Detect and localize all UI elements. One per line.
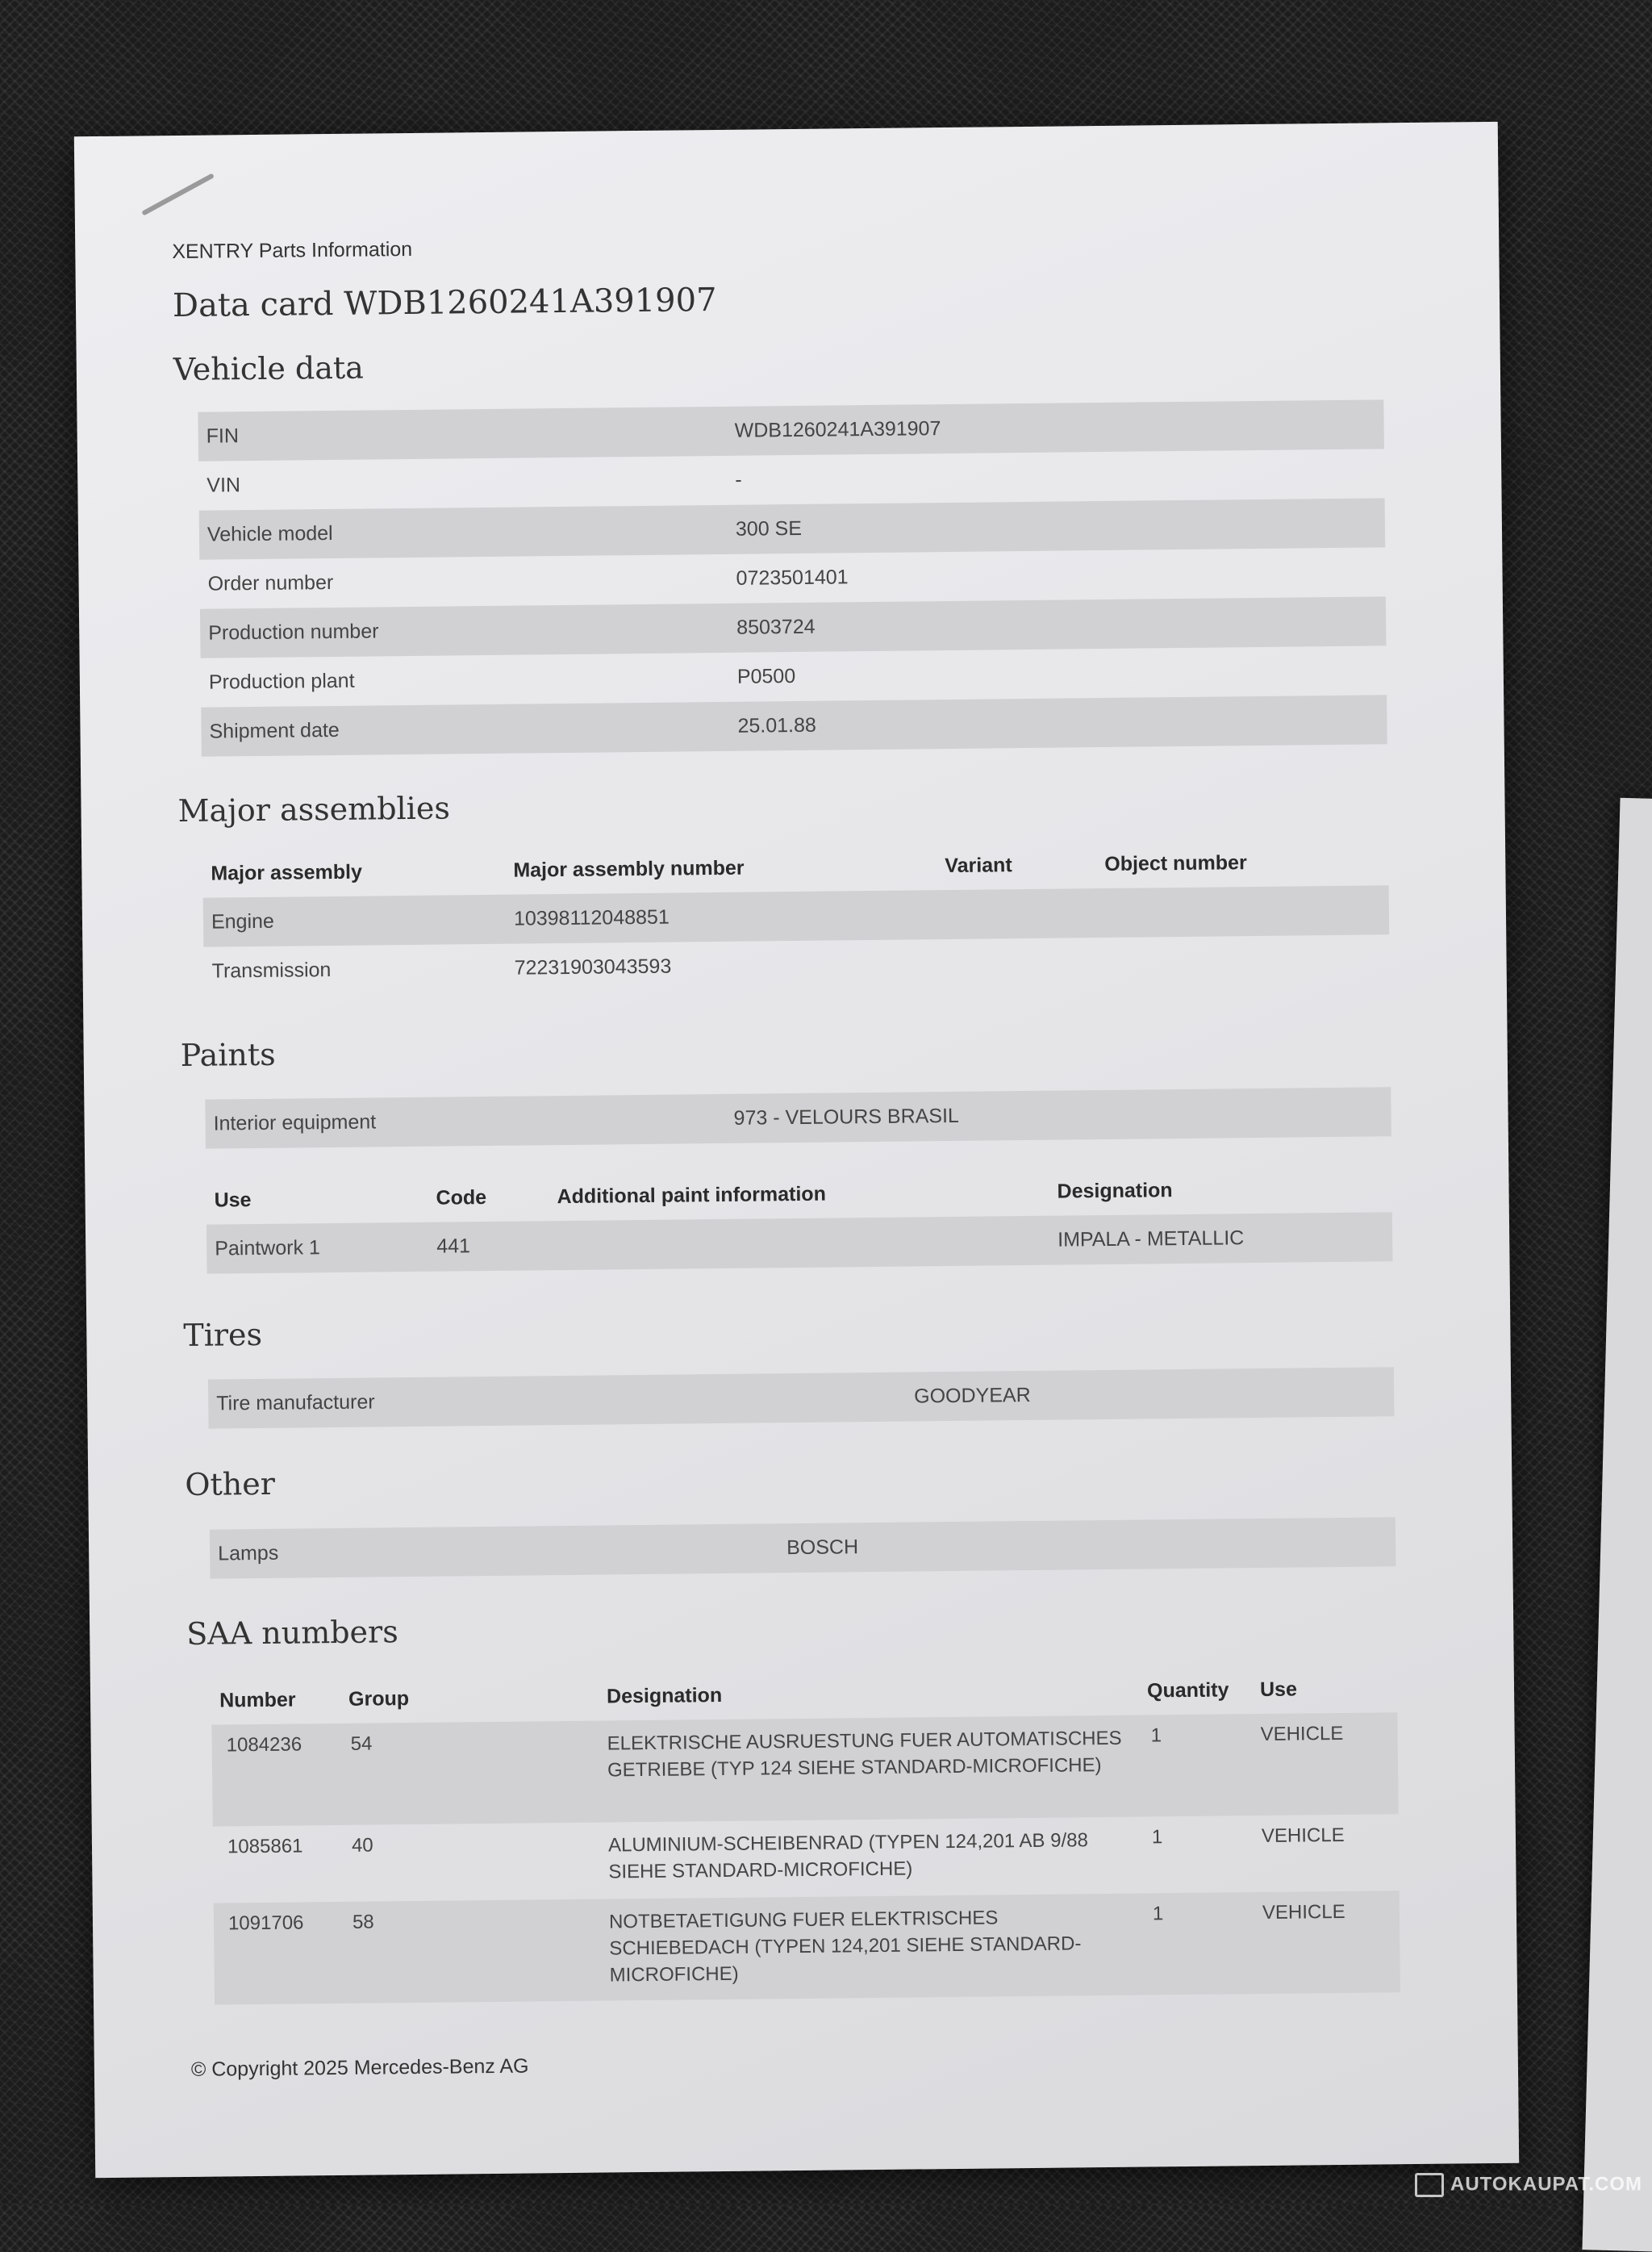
paints-interior-table: [205, 1087, 1391, 1148]
interior-label: Interior equipment: [213, 1110, 377, 1135]
other-table: [210, 1517, 1396, 1578]
column-header: Use: [214, 1189, 252, 1212]
pen-mark: [141, 173, 215, 215]
lamps-row: [210, 1517, 1396, 1578]
vehicle-label: Shipment date: [209, 718, 340, 743]
saa-number: 1091706: [227, 1911, 304, 1935]
watermark-text: AUTOKAUPAT.COM: [1450, 2173, 1642, 2196]
saa-row: [211, 1712, 1398, 1826]
column-header: Group: [348, 1687, 410, 1711]
vehicle-data-heading: Vehicle data: [173, 349, 365, 388]
assembly-number: 10398112048851: [513, 905, 670, 930]
page-title: Data card WDB1260241A391907: [172, 281, 717, 325]
saa-number: 1085861: [227, 1835, 303, 1858]
vehicle-value: WDB1260241A391907: [734, 417, 941, 442]
column-header: Designation: [1057, 1179, 1173, 1203]
tire-value: GOODYEAR: [914, 1383, 1031, 1408]
column-header: Designation: [606, 1684, 723, 1708]
vehicle-value: 25.01.88: [737, 713, 816, 737]
adjacent-paper-sheet: [1582, 798, 1652, 2252]
copyright-footer: © Copyright 2025 Mercedes-Benz AG: [190, 2054, 529, 2081]
vehicle-data-table: [198, 399, 1387, 756]
interior-equipment-row: [205, 1087, 1391, 1148]
vehicle-value: 300 SE: [735, 516, 803, 541]
saa-designation: ELEKTRISCHE AUSRUESTUNG FUER AUTOMATISCHES GETRIEBE (TYP 124 SIEHE STANDARD-MICROFICHE): [607, 1727, 1122, 1782]
major-assemblies-table: [202, 837, 1390, 996]
saa-numbers-heading: SAA numbers: [186, 1614, 398, 1652]
data-card-document: [74, 122, 1519, 2178]
saa-table: [211, 1664, 1400, 2004]
vehicle-label: Production plant: [208, 669, 355, 694]
paints-heading: Paints: [180, 1036, 276, 1073]
saa-quantity: 1: [1150, 1724, 1162, 1747]
saa-row: [214, 1891, 1400, 2004]
vehicle-value: 8503724: [736, 615, 816, 639]
saa-use: VEHICLE: [1260, 1722, 1344, 1746]
saa-quantity: 1: [1151, 1826, 1163, 1849]
column-header: Object number: [1104, 851, 1247, 875]
vehicle-label: Order number: [207, 570, 334, 595]
major-assemblies-heading: Major assemblies: [177, 790, 451, 829]
saa-use: VEHICLE: [1261, 1824, 1345, 1848]
vehicle-value: P0500: [736, 664, 796, 688]
saa-use: VEHICLE: [1262, 1900, 1345, 1924]
column-header: Major assembly: [211, 860, 363, 885]
vehicle-label: Vehicle model: [206, 521, 333, 546]
building-logo-icon: [1415, 2173, 1444, 2197]
vehicle-label: FIN: [206, 424, 240, 448]
interior-value: 973 - VELOURS BRASIL: [733, 1104, 960, 1130]
saa-group: 54: [350, 1732, 373, 1755]
app-name: XENTRY Parts Information: [172, 237, 413, 264]
saa-group: 40: [351, 1834, 373, 1857]
paint-use: Paintwork 1: [215, 1236, 321, 1260]
saa-designation: ALUMINIUM-SCHEIBENRAD (TYPEN 124,201 AB 9/88 SIEHE STANDARD-MICROFICHE): [607, 1829, 1088, 1883]
tires-table: [208, 1367, 1395, 1428]
vehicle-value: 0723501401: [736, 566, 849, 590]
tires-heading: Tires: [183, 1316, 263, 1353]
watermark: [1415, 2173, 1642, 2197]
tire-label: Tire manufacturer: [216, 1390, 375, 1415]
lamps-label: Lamps: [218, 1541, 279, 1565]
assembly-name: Transmission: [211, 959, 332, 983]
other-heading: Other: [185, 1465, 276, 1502]
column-header: Major assembly number: [513, 856, 745, 882]
paint-designation: IMPALA - METALLIC: [1058, 1226, 1245, 1251]
column-header: Number: [219, 1688, 296, 1712]
saa-number: 1084236: [226, 1733, 302, 1757]
tire-manufacturer-row: [208, 1367, 1395, 1428]
paint-code: 441: [436, 1235, 471, 1258]
column-header: Variant: [945, 854, 1012, 878]
saa-row: [213, 1814, 1400, 1903]
saa-designation: NOTBETAETIGUNG FUER ELEKTRISCHES SCHIEBEDACH (TYPEN 124,201 SIEHE STANDARD-MICROFICHE): [608, 1907, 1082, 1987]
lamps-value: BOSCH: [786, 1535, 859, 1560]
column-header: Use: [1259, 1678, 1298, 1702]
paintwork-table: [206, 1164, 1392, 1273]
assembly-number: 72231903043593: [514, 955, 672, 980]
column-header: Code: [436, 1186, 487, 1210]
column-header: Quantity: [1146, 1678, 1229, 1703]
vehicle-label: Production number: [208, 620, 379, 645]
vehicle-label: VIN: [206, 474, 241, 497]
saa-quantity: 1: [1152, 1903, 1164, 1925]
assembly-name: Engine: [211, 909, 275, 934]
column-header: Additional paint information: [557, 1182, 827, 1209]
saa-group: 58: [352, 1911, 374, 1933]
vehicle-value: -: [735, 468, 742, 491]
